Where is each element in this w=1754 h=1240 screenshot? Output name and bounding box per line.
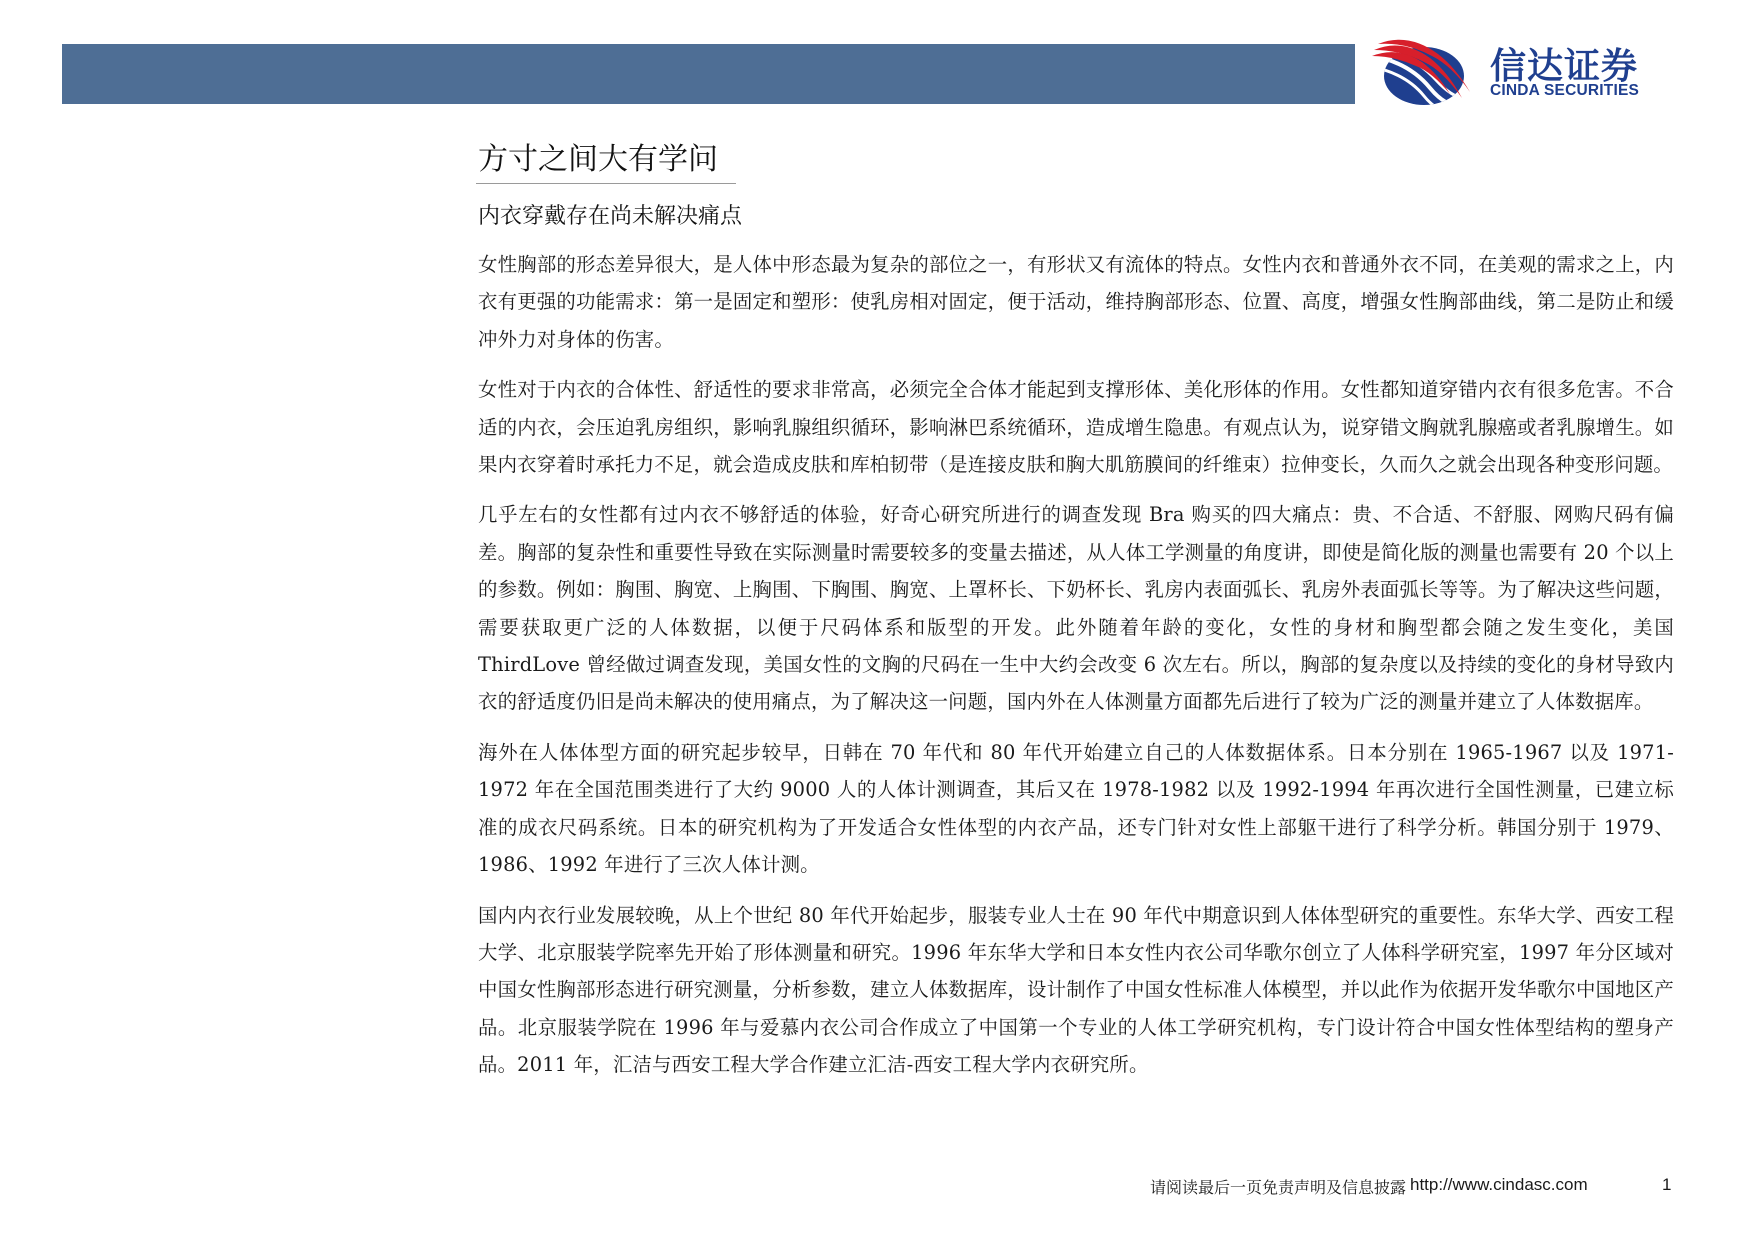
page-footer [0, 1175, 1754, 1199]
paragraph: 海外在人体体型方面的研究起步较早，日韩在 70 年代和 80 年代开始建立自己的人体数据体系。日本分别在 1965-1967 以及 1971-1972 年在全国范围类进行了大约 9000 人的人体计测调查，其后又在 1978-1982 以及 1992-1994 年再次进行全国性测量，已建立标准的成衣尺码系统。日本的研究机构为了开发适合女性体型的内衣产品，还专门针对女性上部躯干进行了科学分析。韩国分别于 1979、1986、1992 年进行了三次人体计测。 [478, 740, 1674, 877]
footer-website-link[interactable]: http://www.cindasc.com [1410, 1175, 1588, 1194]
title-underline [476, 183, 736, 184]
paragraph: 几乎左右的女性都有过内衣不够舒适的体验，好奇心研究所进行的调查发现 Bra 购买的四大痛点：贵、不合适、不舒服、网购尺码有偏差。胸部的复杂性和重要性导致在实际测量时需要较多的变量去描述，从人体工学测量的角度讲，即使是简化版的测量也需要有 20 个以上的参数。例如：胸围、胸宽、上胸围、下胸围、胸宽、上罩杯长、下奶杯长、乳房内表面弧长、乳房外表面弧长等等。为了解决这些问题，需要获取更广泛的人体数据，以便于尺码体系和版型的开发。此外随着年龄的变化，女性的身材和胸型都会随之发生变化，美国 ThirdLove 曾经做过调查发现，美国女性的文胸的尺码在一生中大约会改变 6 次左右。所以，胸部的复杂度以及持续的变化的身材导致内衣的舒适度仍旧是尚未解决的使用痛点，为了解决这一问题，国内外在人体测量方面都先后进行了较为广泛的测量并建立了人体数据库。 [478, 503, 1674, 714]
page-number: 1 [1662, 1175, 1672, 1194]
company-logo [1372, 32, 1692, 112]
logo-name-cn: 信达证券 [1490, 46, 1639, 87]
subsection-title: 内衣穿戴存在尚未解决痛点 [478, 204, 743, 229]
article-body [478, 246, 1674, 1097]
paragraph: 国内内衣行业发展较晚，从上个世纪 80 年代开始起步，服装专业人士在 90 年代中期意识到人体体型研究的重要性。东华大学、西安工程大学、北京服装学院率先开始了形体测量和研究。1996 年东华大学和日本女性内衣公司华歌尔创立了人体科学研究室，1997 年分区域对中国女性胸部形态进行研究测量，分析参数，建立人体数据库，设计制作了中国女性标准人体模型，并以此作为依据开发华歌尔中国地区产品。北京服装学院在 1996 年与爱慕内衣公司合作成立了中国第一个专业的人体工学研究机构，专门设计符合中国女性体型结构的塑身产品。2011 年，汇洁与西安工程大学合作建立汇洁-西安工程大学内衣研究所。 [478, 903, 1674, 1077]
paragraph: 女性胸部的形态差异很大，是人体中形态最为复杂的部位之一，有形状又有流体的特点。女性内衣和普通外衣不同，在美观的需求之上，内衣有更强的功能需求：第一是固定和塑形：使乳房相对固定，便于活动，维持胸部形态、位置、高度，增强女性胸部曲线，第二是防止和缓冲外力对身体的伤害。 [478, 253, 1674, 351]
section-title: 方寸之间大有学问 [478, 142, 718, 177]
header-bar [62, 44, 1355, 104]
footer-disclaimer: 请阅读最后一页免责声明及信息披露 [1149, 1178, 1406, 1197]
logo-name-en: CINDA SECURITIES [1490, 82, 1640, 99]
cinda-globe-logo-icon [1372, 36, 1472, 108]
paragraph: 女性对于内衣的合体性、舒适性的要求非常高，必须完全合体才能起到支撑形体、美化形体的作用。女性都知道穿错内衣有很多危害。不合适的内衣，会压迫乳房组织，影响乳腺组织循环，影响淋巴系统循环，造成增生隐患。有观点认为，说穿错文胸就乳腺癌或者乳腺增生。如果内衣穿着时承托力不足，就会造成皮肤和库柏韧带（是连接皮肤和胸大肌筋膜间的纤维束）拉伸变长，久而久之就会出现各种变形问题。 [478, 378, 1674, 477]
